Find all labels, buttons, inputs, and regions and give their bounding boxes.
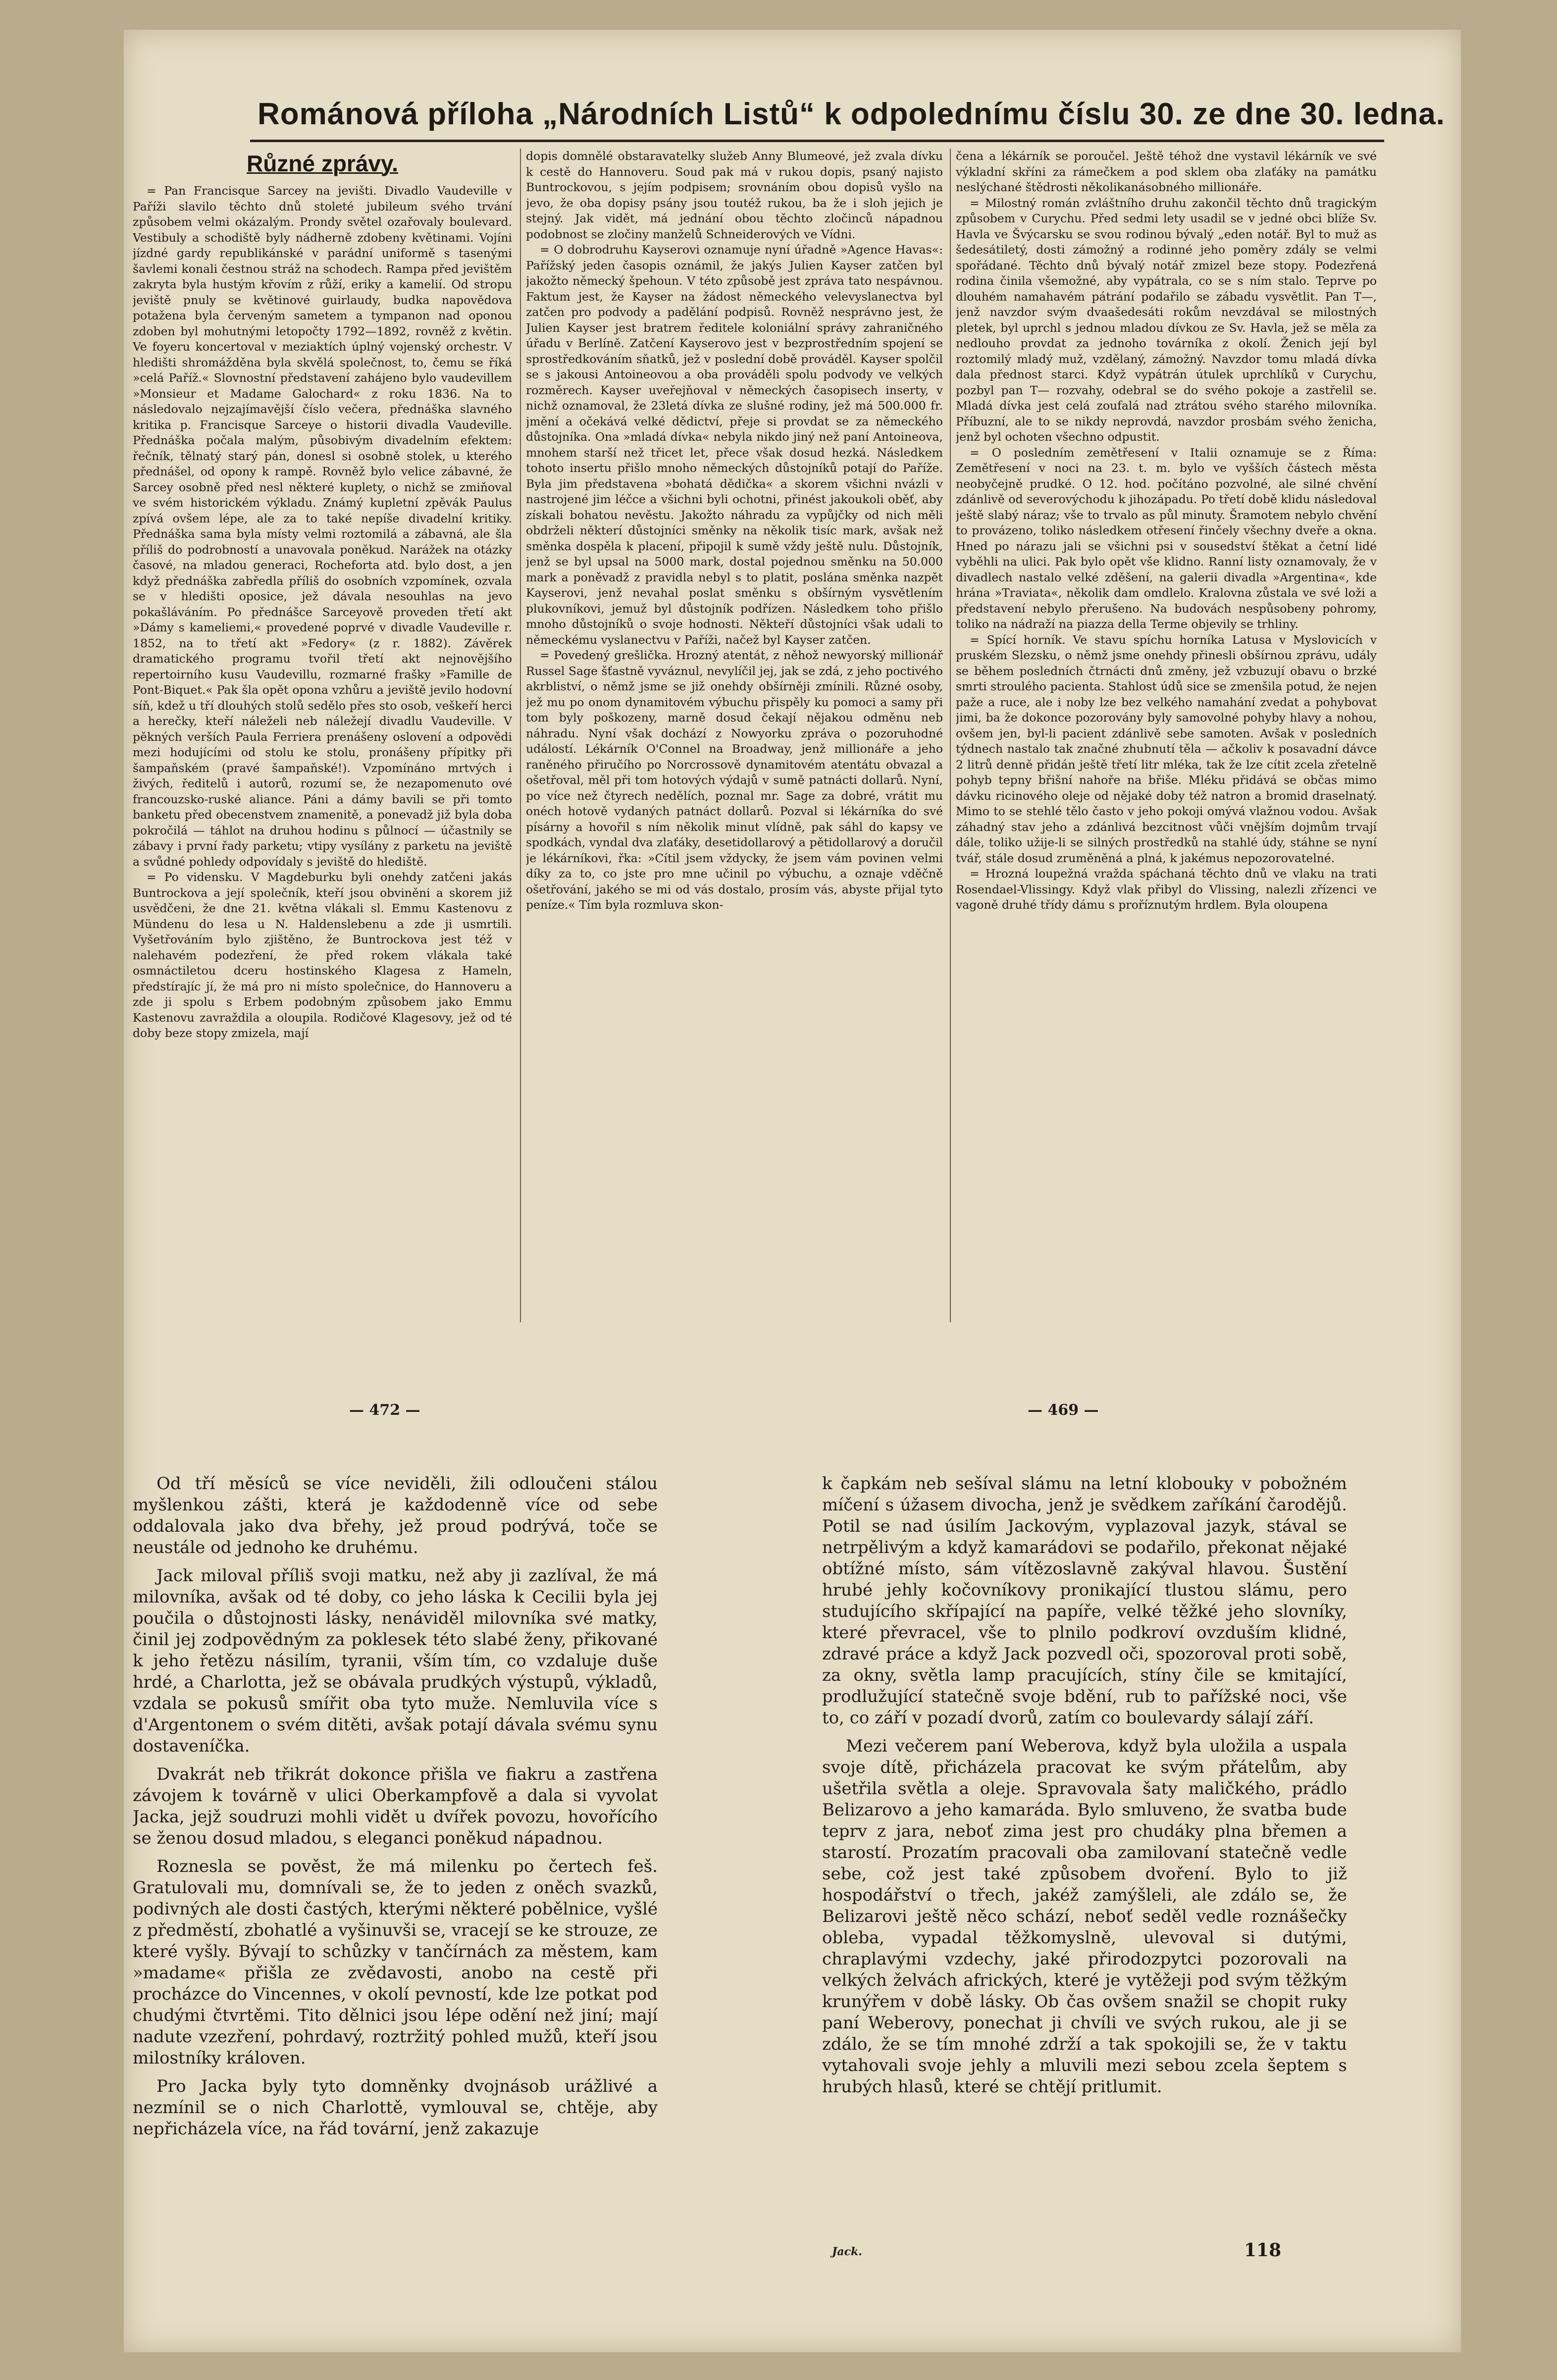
- page-number-right: — 469 —: [1028, 1401, 1099, 1419]
- news-item: = Pan Francisque Sarcey na jevišti. Divadlo Vaudeville v Paříži slavilo těchto dnů stoleté jubileum svého trvání způsobem velmi okázalým. Prondy světel ozařovaly boulevard. Vestibuly a schodiště byly nádherně zdobeny květinami. Vojíni jízdné gardy republikánské v parádní uniformě s tasenými šavlemi konali čestnou stráž na schodech. Rampa před jevištěm zakryta byla hustým křovím z růží, eriky a kamelií. Od stropu jeviště pnuly se květinové guirlaudy, budka napovědova potažena byla červeným sametem a tympanon nad oponou zdoben byl mohutnými letopočty 1792—1892, rovněž z květin. Ve foyeru koncertoval v meziaktích úplný vojenský orchestr. V hledišti shromážděna byla skvělá společnost, to, čemu se říká »celá Paříž.« Slovnostní představení zahájeno bylo vaudevillem »Monsieur et Madame Galochard« z roku 1836. Na to následovalo nejzajímavější číslo večera, přednáška slavného kritika p. Francisque Sarceye o historii divadla Vaudeville. Přednáška počala malým, působivým divadelním efektem: řečník, tělnatý starý pán, donesl si osobně stolek, u kterého přednášel, od opony k rampě. Rovněž bylo velice zábavné, že Sarcey osobně před nesl některé kuplety, o nichž se zmiňoval ve svém historickém výkladu. Známý kupletní zpěvák Paulus zpívá ovšem lépe, ale za to také nepíše divadelní kritiky. Přednáška sama byla místy velmi roztomilá a zábavná, ale šla příliš do podrobností a unavovala poněkud. Narážek na otázky časové, na mladou generaci, Rocheforta atd. bylo dost, a jen když přednáška zabředla příliš do osobních vzpomínek, ozvala se v hledišti oposice, jež dávala nesouhlas na jevo pokašláváním. Po přednášce Sarceyově proveden třetí akt »Dámy s kameliemi,« provedené poprvé v divadle Vaudeville r. 1852, na to třetí akt »Fedory« (z r. 1882). Závěrek dramatického programu tvořil třetí akt nejnovějšího repertoirního kusu Vaudevillu, rozmarné frašky »Famille de Pont-Biquet.« Pak šla opět opona vzhůru a jeviště jevilo hodovní síň, kdež u tří dlouhých stolů sedělo přes sto osob, veškeří herci a herečky, kteří náleželi neb náležejí divadlu Vaudeville. V pěkných verších Paula Ferriera prenášeny oslovení a odpovědi mezi hodujícími od stolu ke stolu, pronášeny přípitky při šampaňském (pravé šampaňské!). Vzpomínáno mrtvých i živých, ředitelů i autorů, rozumí se, že nezapomenuto ové francouzsko-ruské aliance. Páni a dámy bavili se při tomto banketu před obecenstvem znamenitě, a ponevadž již byla doba pokročilá — táhlot na druhou hodinu s půlnocí — účastnily se zábavy i první řady parketu; vtipy vysílány z parketu na jeviště a svůdné pohledy odpovídaly s jeviště do hlediště.: [133, 184, 512, 869]
- column-divider: [520, 149, 521, 1322]
- story-paragraph: Jack miloval příliš svoji matku, než aby ji zazlíval, že má milovníka, avšak od té doby, co jeho láska k Cecilii byla jej poučila o důstojnosti lásky, nenáviděl milovníka své matky, činil jej zodpovědným za poklesek této slabé ženy, přikované k jeho řetězu násilím, tyranii, vším tím, co vzdaluje duše hrdé, a Charlotta, jež se obávala prudkých výstupů, výkladů, vzdala se pokusů smířit oba tyto muže. Nemluvila více s d'Argentonem o svém ditěti, avšak potají dávala svému synu dostaveníčka.: [133, 1566, 658, 1756]
- page-number-left: — 472 —: [349, 1401, 420, 1419]
- header-rule: [250, 140, 1384, 142]
- page-header: Románová příloha „Národních Listů“ k odpolednímu číslu 30. ze dne 30. ledna.: [258, 97, 1445, 131]
- news-item: dopis domnělé obstaravatelky služeb Anny Blumeové, jež zvala dívku k cestě do Hannoveru. Soud pak má v rukou dopis, psaný najisto Buntrockovou, s jejím podpisem; srovnáním obou dopisů vyšlo na jevo, že oba dopisy psány jsou toutéž rukou, ba že i sloh jejich je stejný. Jak vidět, má jednání obou těchto zločinců nápadnou podobnost se zločiny manželů Schneiderových ve Vídni.: [526, 149, 943, 241]
- column-divider: [950, 149, 951, 1322]
- news-item: = O posledním zemětřesení v Italii oznamuje se z Říma: Zemětřesení v noci na 23. t. m. bylo ve vyšších částech města neobyčejně prudké. O 12. hod. počítáno pozvolné, ale silné chvění zdánlivě od severovýchodu k jihozápadu. Po třetí době klidu následoval ještě slabý náraz; vše to trvalo as půl minuty. Šramotem nebylo chvění to provázeno, toliko následkem otřesení řinčely všechny dveře a okna. Hned po nárazu jali se všichni psi v sousedství štěkat a četní lidé vyběhli na ulici. Pak bylo opět vše klidno. Ranní listy oznamovaly, že v divadlech nastalo velké zděšení, na galerii divadla »Argentina«, kde hrána »Traviata«, několik dam omdlelo. Kralovna zůstala ve své loži a představení nebylo přerušeno. Na budovách nespůsobeny pohromy, toliko na nádraží na piazza della Terme objevily se trhliny.: [956, 445, 1377, 631]
- story-paragraph: Pro Jacka byly tyto domněnky dvojnásob urážlivé a nezmínil se o nich Charlottě, vymlouval se, chtěje, aby nepřicházela více, na řád tovární, jenž zakazuje: [133, 2076, 658, 2139]
- story-paragraph: Mezi večerem paní Weberova, když byla uložila a uspala svoje dítě, přicházela pracovat ke svým přátelům, aby ušetřila světla a oleje. Spravovala šaty maličkého, prádlo Belizarovo a jeho kamaráda. Bylo smluveno, že svatba bude teprv z jara, neboť zima jest pro chudáky plna břemen a starostí. Prozatím pracovali oba zamilovaní statečně vedle sebe, což jest také způsobem dvoření. Bylo to již hospodářství o třech, jakéž zamýšleli, ale zdálo se, že Belizarovi ještě něco schází, neboť seděl vedle roznášečky obleba, vypadal těžkomyslně, ulevoval si dutými, chraplavými vzdechy, jaké přirodozpytci pozorovali na velkých želvách afrických, které je vytěžeji pod svým těžkým krunýřem v době lásky. Ob čas ovšem snažil se chopit ruky paní Weberovy, ponechat ji chvíli ve svých rukou, ale ji se zdálo, že se tím mnohé zdrží a tak spokojili se, že v taktu vytahovali svoje jehly a mluvili mezi sebou zcela šeptem s hrubých hlasů, které se chtějí pritlumit.: [822, 1736, 1347, 2097]
- story-paragraph: Roznesla se pověst, že má milenku po čertech feš. Gratulovali mu, domnívali se, že to jeden z oněch svazků, podivných ale dosti častých, kterými některé pobělnice, vyšlé z předměstí, zbohatlé a vyšinuvši se, vracejí se ke strouze, ze které vyšly. Bývají to schůzky v tančírnách za městem, kam »madame« přišla ze zvědavosti, anobo na cestě při procházce do Vincennes, v okolí pevností, kde lze potkat pod chudými čtvrtěmi. Tito dělnici jsou lépe odění než jiní; mají nadute vzezření, pohrdavý, roztržitý pohled mužů, kteří jsou milostníky královen.: [133, 1857, 658, 2068]
- novel-text-left: [133, 1473, 658, 2216]
- news-item: = Hrozná loupežná vražda spáchaná těchto dnů ve vlaku na trati Rosendael-Vlissingy. Když vlak přibyl do Vlissing, nalezli zřízenci ve vagoně druhé třídy dámu s proříznutým hrdlem. Byla oloupena: [956, 867, 1377, 912]
- footer-page-number: 118: [1244, 2240, 1282, 2261]
- footer-book-title: Jack.: [832, 2245, 862, 2258]
- story-paragraph: Dvakrát neb třikrát dokonce přišla ve fiakru a zastřena závojem k továrně v ulici Oberkampfově a dala si vyvolat Jacka, jejž soudruzi mohli vidět u dvířek povozu, hovořícího se ženou dosud mladou, s eleganci poněkud nápadnou.: [133, 1764, 658, 1848]
- news-column-3: [956, 149, 1377, 1327]
- novel-text-right: [822, 1473, 1347, 2216]
- section-title: Různé zprávy.: [247, 151, 398, 176]
- news-item: = Milostný román zvláštního druhu zakončil těchto dnů tragickým způsobem v Curychu. Před sedmi lety usadil se v jedné obci blíže Sv. Havla ve Švýcarsku se svou rodinou bývalý „eden notář. Byl to muž as šedesátiletý, dosti zámožný a rodinné jeho poměry zdály se velmi spořádané. Těchto dnů bývalý notář zmizel beze stopy. Podezřená rodina činila všemožné, aby vypátrala, co se s ním stalo. Teprve po dlouhém namahavém pátrání podařilo se zábadu vysvětlit. Pan T—, jenž navzdor svým dvaašedesáti rokům nevzdával se milostných pletek, byl uprchl s jednou mladou dívkou ze Sv. Havla, jež se měla za nedlouho provdat za jednoho továrníka z okolí. Ženich její byl roztomilý mladý muž, vzdělaný, zámožný. Navzdor tomu mladá dívka dala přednost starci. Když vypátrán útulek uprchlíků v Curychu, pozbyl pan T— rozvahy, odebral se do svého pokoje a zastřelil se. Mladá dívka jest celá zoufalá nad ztrátou svého starého milovníka. Příbuzní, ale to se nikdy neprovdá, navzdor prosbám svého ženicha, jenž byl ochoten všechno odpustit.: [956, 196, 1377, 444]
- news-item: = Po vidensku. V Magdeburku byli onehdy zatčeni jakás Buntrockova a její společník, kteří jsou obviněni a skorem již usvědčeni, že dne 21. května vlákali sl. Emmu Kastenovu z Mündenu do lesa u N. Haldenslebenu a zde ji usmrtili. Vyšetřováním bylo zjištěno, že Buntrockova jest též v nalehavém podezření, že před rokem vlákala také osmnáctiletou dceru hostinského Klagesa z Hameln, předstírajíc jí, že má pro ni místo společnice, do Hannoveru a zde ji spolu s Erbem podobným způsobem jako Emmu Kastenovu zavraždila a oloupila. Rodičové Klagesovy, jež od té doby beze stopy zmizela, mají: [133, 870, 512, 1040]
- news-column-1: [133, 149, 512, 1327]
- news-item: = Povedený grešlička. Hrozný atentát, z něhož newyorský millionář Russel Sage šťastně vyváznul, nevylíčil jej, jak se zdá, z jeho poctivého akrbliství, o němž jsme se již onehdy obšírněji zmínili. Různé osoby, jež mu po onom dynamitovém výbuchu přispěly ku pomoci a samy při tom byly poškozeny, marně dosud čekají nějakou odměnu neb náhradu. Nyní však dochází z Nowyorku zpráva o pozoruhodné událostí. Lékárník O'Connel na Broadway, jenž millionáře a jeho raněného přiručího po Norcrossově dynamitovém atentátu obvazal a ošetřoval, měl při tom hotových výdajů v sumě patnácti dollarů. Nyní, po více než čtyrech nedělích, poznal mr. Sage za dobré, vrátit mu onéch hotově vydaných patnáct dollarů. Pozval si lékárníka do své písárny a hovořil s ním několik minut vlídně, pak sáhl do kapsy ve spodkách, vyndal dva zlaťáky, desetidollarový a pětidollarový a doručil je lékárníkovi, řka: »Cítil jsem vždycky, že jsem vám povinen velmi díky za to, co jste pro mne učinil po výbuchu, a oznaje vděčně ošetřování, jakého se mi od vás dostalo, prosím vás, abyste přijal tyto peníze.« Tím byla rozmluva skon-: [526, 648, 943, 912]
- news-item: čena a lékárník se poroučel. Ještě téhož dne vystavil lékárník ve své výkladní skříni za rámečkem a pod sklem oba zlaťáky na památku neslýchané štědrosti několikanásobného millionáře.: [956, 149, 1377, 194]
- story-paragraph: Od tří měsíců se více neviděli, žili odloučeni stálou myšlenkou zášti, která je každodenně více od sebe oddalovala jako dva břehy, jež proud podrývá, toče se neustále od jednoho ke druhému.: [133, 1474, 658, 1557]
- news-column-2: [526, 149, 943, 1327]
- news-item: = O dobrodruhu Kayserovi oznamuje nyní úřadně »Agence Havas«: Pařížský jeden časopis oznámil, že jakýs Julien Kayser zatčen byl jakožto německý špehoun. V této způsobě jest zpráva tato nespávnou. Faktum jest, že Kayser na žádost německého velevyslanectva byl zatčen pro podvody a padělání podpisů. Rovněž nesprávno jest, že Julien Kayser jest bratrem ředitele koloniální správy zahraničného úřadu v Berlíně. Zatčení Kayserovo jest v bezprostředním spojení se sprostředkováním sňatků, jež v poslední době prováděl. Kayser spolčil se s jakousi Antoineovou a oba prováděli spolu podvody ve velkých rozměrech. Kayser uveřejňoval v německých časopisech inserty, v nichž oznamoval, že 23letá dívka ze slušné rodiny, jež má 500.000 fr. jmění a očekává velké dědictví, přeje si provdat se za německého důstojníka. Ona »mladá dívka« nebyla nikdo jiný než paní Antoineova, mnohem starší než třicet let, přece však dosud hezká. Následkem tohoto insertu přišlo mnoho německých důstojníků potají do Paříže. Byla jim představena »bohatá dědička« a skorem všichni nvázli v nastrojené jim léčce a všichni byli ochotni, přinést jakoukoli oběť, aby získali bohatou nevěstu. Jakožto náhradu za vypůjčky od nich měli obdrželi některí důstojníci směnky na několik tisíc mark, avšak než směnka dospěla k placení, připojil k sumě vždy ještě nulu. Důstojník, jenž se byl upsal na 5000 mark, dostal pojednou směnku na 50.000 mark a poněvadž z pravidla nebyl s to platit, poslána směnka nazpět Kayserovi, jenž nevahal poslat směnku s obšírným vysvětlením plukovníkovi, jemuž byl důstojník podřízen. Následkem toho přišlo mnoho důstojníků o svoje hodnosti. Někteří důstojníci však udali to německému vyslanectvu v Paříži, načež byl Kayser zatčen.: [526, 243, 943, 647]
- news-item: = Spící horník. Ve stavu spíchu horníka Latusa v Myslovicích v pruském Slezsku, o němž jsme onehdy přinesli obšírnou zprávu, udály se během posledních čtrnácti dnů změny, jež vzbuzují obavu o brzké smrti stroulého pacienta. Stahlost údů sice se zmenšila potud, že nejen paže a ruce, ale i noby lze bez velkého namahání zvedat a pohybovat jimi, ba že dokonce pozorovány byly samovolné pohyby hlavy a nohou, ovšem jen, byl-li pacient zdánlivě sebe samoten. Avšak v posledních týdnech nastalo tak značné zhubnutí těla — ačkoliv k posavadní dávce 2 litrů denně přidán ještě třetí litr mléka, tak že lze cítit zcela zřetelně pohyb tepny břišní nahoře na břiše. Mléku přidává se občas mimo dávku ricinového oleje od nějaké doby též natron a bromid draselnatý. Mimo to se stehlé tělo často v jeho pokoji omývá vlažnou vodou. Avšak záhadný stav jeho a zdánlivá bezcitnost vůči vnějším dojmům trvají dále, toliko užije-li se silných prostředků na stahlé údy, stáhne se nyní tvář, stále dosud zruměněná a plná, k jakémus nepozorovatelné.: [956, 632, 1377, 865]
- story-paragraph: k čapkám neb sešíval slámu na letní klobouky v pobožném míčení s úžasem divocha, jenž je svědkem zaříkání čarodějů. Potil se nad úsilím Jackovým, vyplazoval jazyk, stával se netrpělivým a když kamarádovi se podařilo, překonat nějaké obtížné místo, sám vítězoslavně zakýval hlavou. Šustění hrubé jehly kočovníkovy pronikající tlustou slámu, pero studujícího skřípající na papíře, velké těžké jeho slovníky, které převracel, vše to plnilo podkroví ovzduším klidné, zdravé práce a když Jack pozvedl oči, spozoroval proti sobě, za okny, světla lamp pracujících, stíny čile se kmitající, prodlužující statečně svoje bdění, rub to pařížské noci, vše to, co září v pozadí dvorů, zatím co boulevardy sálají září.: [822, 1474, 1347, 1728]
